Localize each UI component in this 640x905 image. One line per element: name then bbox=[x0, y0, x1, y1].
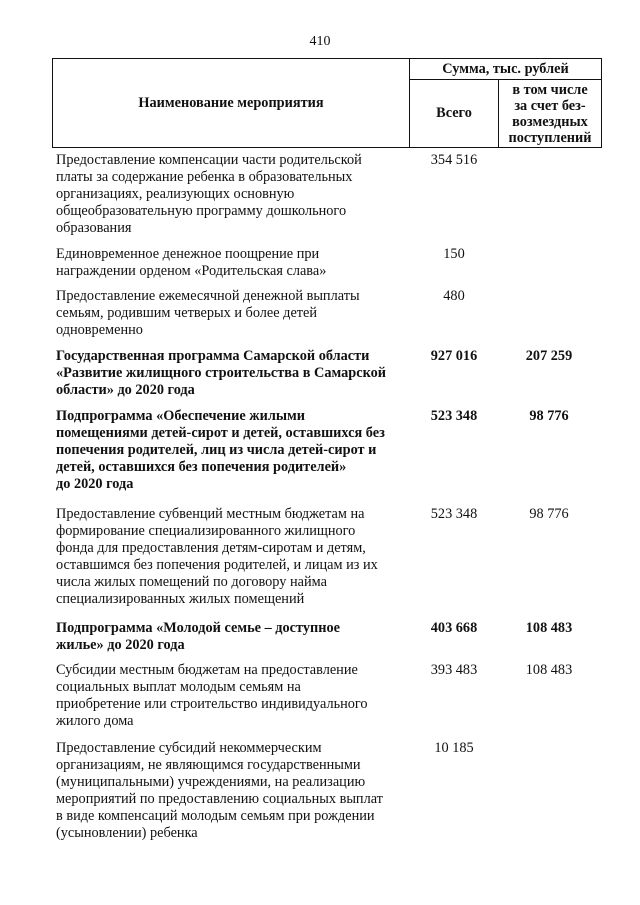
row-name-line: Предоставление субсидий некоммерческим bbox=[56, 740, 322, 756]
row-name-line: Предоставление субвенций местным бюджетам на bbox=[56, 506, 365, 522]
row-name-line: социальных выплат молодым семьям на bbox=[56, 679, 301, 695]
row-gratuitous-cell: 207 259 bbox=[525, 348, 573, 364]
column-header-sum-group: Сумма, тыс. рублей bbox=[410, 59, 602, 80]
row-name-line: специализированных жилых помещений bbox=[56, 591, 305, 607]
row-name-line: помещениями детей-сирот и детей, оставшихся без bbox=[56, 425, 385, 441]
row-name-line: Подпрограмма «Молодой семье – доступное bbox=[56, 620, 340, 636]
row-name-cell bbox=[56, 348, 408, 399]
table-header bbox=[52, 58, 602, 148]
column-header-gratuitous-line: поступлений bbox=[508, 129, 592, 146]
column-header-gratuitous-line: возмездных bbox=[512, 113, 588, 130]
row-name-line: оставшимся без попечения родителей, и лицам из их bbox=[56, 557, 378, 573]
row-total-cell: 150 bbox=[443, 246, 465, 262]
row-name-line: приобретение или строительство индивидуального bbox=[56, 696, 368, 712]
row-name-line: (муниципальными) учреждениями, на реализацию bbox=[56, 774, 366, 790]
row-total-cell: 393 483 bbox=[430, 662, 478, 678]
row-name-cell bbox=[56, 506, 408, 608]
row-gratuitous-cell: 108 483 bbox=[525, 662, 573, 678]
row-name-line: области» до 2020 года bbox=[56, 382, 195, 398]
row-name-line: жилье» до 2020 года bbox=[56, 637, 185, 653]
row-name-line: до 2020 года bbox=[56, 476, 134, 492]
row-name-line: формирование специализированного жилищного bbox=[56, 523, 356, 539]
row-name-line: семьям, родившим четверых и более детей bbox=[56, 305, 318, 321]
row-name-line: в виде компенсаций молодым семьям при рождении bbox=[56, 808, 375, 824]
row-name-line: Предоставление ежемесячной денежной выплаты bbox=[56, 288, 360, 304]
row-name-line: образования bbox=[56, 220, 132, 236]
row-name-line: платы за содержание ребенка в образовательных bbox=[56, 169, 353, 185]
row-gratuitous-cell: 108 483 bbox=[525, 620, 573, 636]
row-name-line: организациям, не являющимся государственными bbox=[56, 757, 361, 773]
row-name-line: одновременно bbox=[56, 322, 143, 338]
row-total-cell: 403 668 bbox=[430, 620, 478, 636]
column-header-gratuitous bbox=[499, 80, 602, 148]
row-name-line: организациях, реализующих основную bbox=[56, 186, 295, 202]
row-total-cell: 523 348 bbox=[430, 506, 478, 522]
row-name-line: Предоставление компенсации части родительской bbox=[56, 152, 362, 168]
row-total-cell: 927 016 bbox=[430, 348, 478, 364]
row-name-line: фонда для предоставления детям-сиротам и детям, bbox=[56, 540, 366, 556]
row-name-line: жилого дома bbox=[56, 713, 134, 729]
row-name-line: Подпрограмма «Обеспечение жилыми bbox=[56, 408, 306, 424]
row-name-line: мероприятий по предоставлению социальных выплат bbox=[56, 791, 383, 807]
column-header-name: Наименование мероприятия bbox=[53, 59, 410, 148]
page-number: 410 bbox=[309, 34, 331, 49]
row-name-line: «Развитие жилищного строительства в Самарской bbox=[56, 365, 387, 381]
row-gratuitous-cell: 98 776 bbox=[529, 408, 569, 424]
row-name-line: Субсидии местным бюджетам на предоставление bbox=[56, 662, 358, 678]
row-name-cell bbox=[56, 620, 408, 654]
row-name-line: награждении орденом «Родительская слава» bbox=[56, 263, 327, 279]
row-name-cell bbox=[56, 152, 408, 237]
row-name-line: попечения родителей, лиц из числа детей-сирот и bbox=[56, 442, 377, 458]
row-total-cell: 354 516 bbox=[430, 152, 478, 168]
row-total-cell: 480 bbox=[443, 288, 465, 304]
row-name-cell bbox=[56, 288, 408, 339]
row-name-cell bbox=[56, 662, 408, 730]
row-name-line: детей, оставшихся без попечения родителей» bbox=[56, 459, 347, 475]
row-name-line: числа жилых помещений по договору найма bbox=[56, 574, 327, 590]
row-name-line: общеобразовательную программу дошкольного bbox=[56, 203, 347, 219]
row-name-cell bbox=[56, 246, 408, 280]
row-total-cell: 523 348 bbox=[430, 408, 478, 424]
row-gratuitous-cell: 98 776 bbox=[529, 506, 569, 522]
column-header-gratuitous-line: в том числе bbox=[512, 81, 588, 98]
row-name-cell bbox=[56, 408, 408, 493]
row-name-line: Государственная программа Самарской области bbox=[56, 348, 370, 364]
row-name-cell bbox=[56, 740, 408, 842]
row-name-line: (усыновлении) ребенка bbox=[56, 825, 198, 841]
row-total-cell: 10 185 bbox=[434, 740, 474, 756]
column-header-total: Всего bbox=[410, 80, 499, 148]
row-name-line: Единовременное денежное поощрение при bbox=[56, 246, 320, 262]
column-header-gratuitous-line: за счет без- bbox=[514, 97, 586, 114]
